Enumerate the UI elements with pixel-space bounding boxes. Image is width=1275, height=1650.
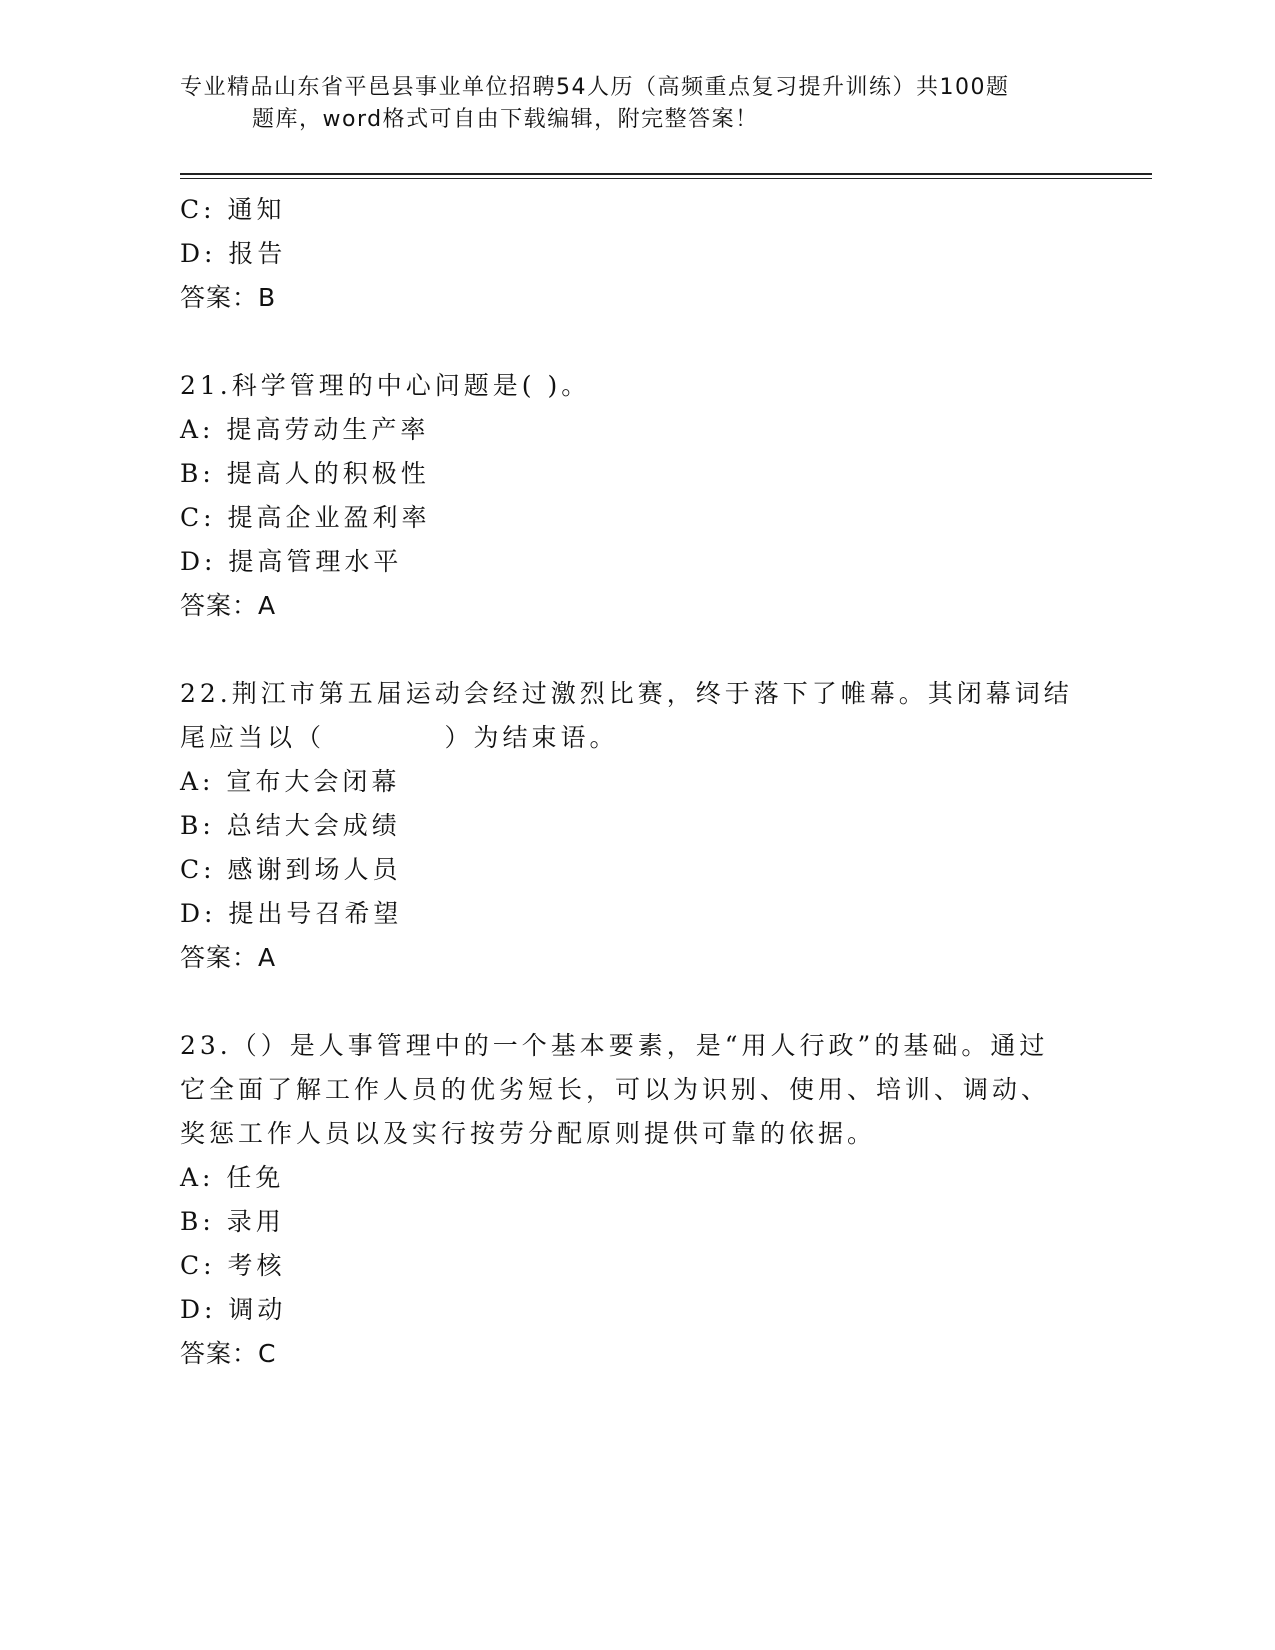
question-stem-line1: 22.荆江市第五届运动会经过激烈比赛，终于落下了帷幕。其闭幕词结 xyxy=(180,679,1073,708)
option-a: A: 宣布大会闭幕 xyxy=(180,767,401,796)
question-block-22 xyxy=(180,672,1080,980)
question-stem-line2: 尾应当以（ ）为结束语。 xyxy=(180,723,619,752)
option-b: B: 提高人的积极性 xyxy=(180,459,430,488)
question-stem-line1: 23.（）是人事管理中的一个基本要素，是“用人行政”的基础。通过 xyxy=(180,1031,1049,1060)
question-block-20 xyxy=(180,188,1080,320)
question-stem: 21.科学管理的中心问题是( )。 xyxy=(180,371,591,400)
spacer xyxy=(180,628,1080,672)
option-a: A: 提高劳动生产率 xyxy=(180,415,430,444)
spacer xyxy=(180,320,1080,364)
option-b: B: 总结大会成绩 xyxy=(180,811,401,840)
question-stem-line2: 它全面了解工作人员的优劣短长，可以为识别、使用、培训、调动、 xyxy=(180,1075,1051,1104)
option-d: D: 调动 xyxy=(180,1295,287,1324)
answer-label: 答案：A xyxy=(180,943,277,972)
answer-label: 答案：A xyxy=(180,591,277,620)
option-d: D: 报告 xyxy=(180,239,287,268)
option-c: C: 考核 xyxy=(180,1251,286,1280)
question-block-23 xyxy=(180,1024,1080,1376)
question-stem-line3: 奖惩工作人员以及实行按劳分配原则提供可靠的依据。 xyxy=(180,1119,877,1148)
header-divider-thin xyxy=(180,178,1152,179)
option-a: A: 任免 xyxy=(180,1163,285,1192)
spacer xyxy=(180,980,1080,1024)
option-b: B: 录用 xyxy=(180,1207,285,1236)
answer-label: 答案：C xyxy=(180,1339,277,1368)
header-title-line2: 题库，word格式可自由下载编辑，附完整答案！ xyxy=(252,107,759,132)
answer-label: 答案：B xyxy=(180,283,277,312)
option-c: C: 感谢到场人员 xyxy=(180,855,402,884)
option-d: D: 提高管理水平 xyxy=(180,547,403,576)
header-title-line1: 专业精品山东省平邑县事业单位招聘54人历（高频重点复习提升训练）共100题 xyxy=(180,75,1010,100)
option-c: C: 通知 xyxy=(180,195,286,224)
option-d: D: 提出号召希望 xyxy=(180,899,403,928)
question-block-21 xyxy=(180,364,1080,628)
page-header xyxy=(180,72,1060,136)
header-divider-thick xyxy=(180,173,1152,175)
option-c: C: 提高企业盈利率 xyxy=(180,503,431,532)
question-list xyxy=(180,188,1080,1376)
